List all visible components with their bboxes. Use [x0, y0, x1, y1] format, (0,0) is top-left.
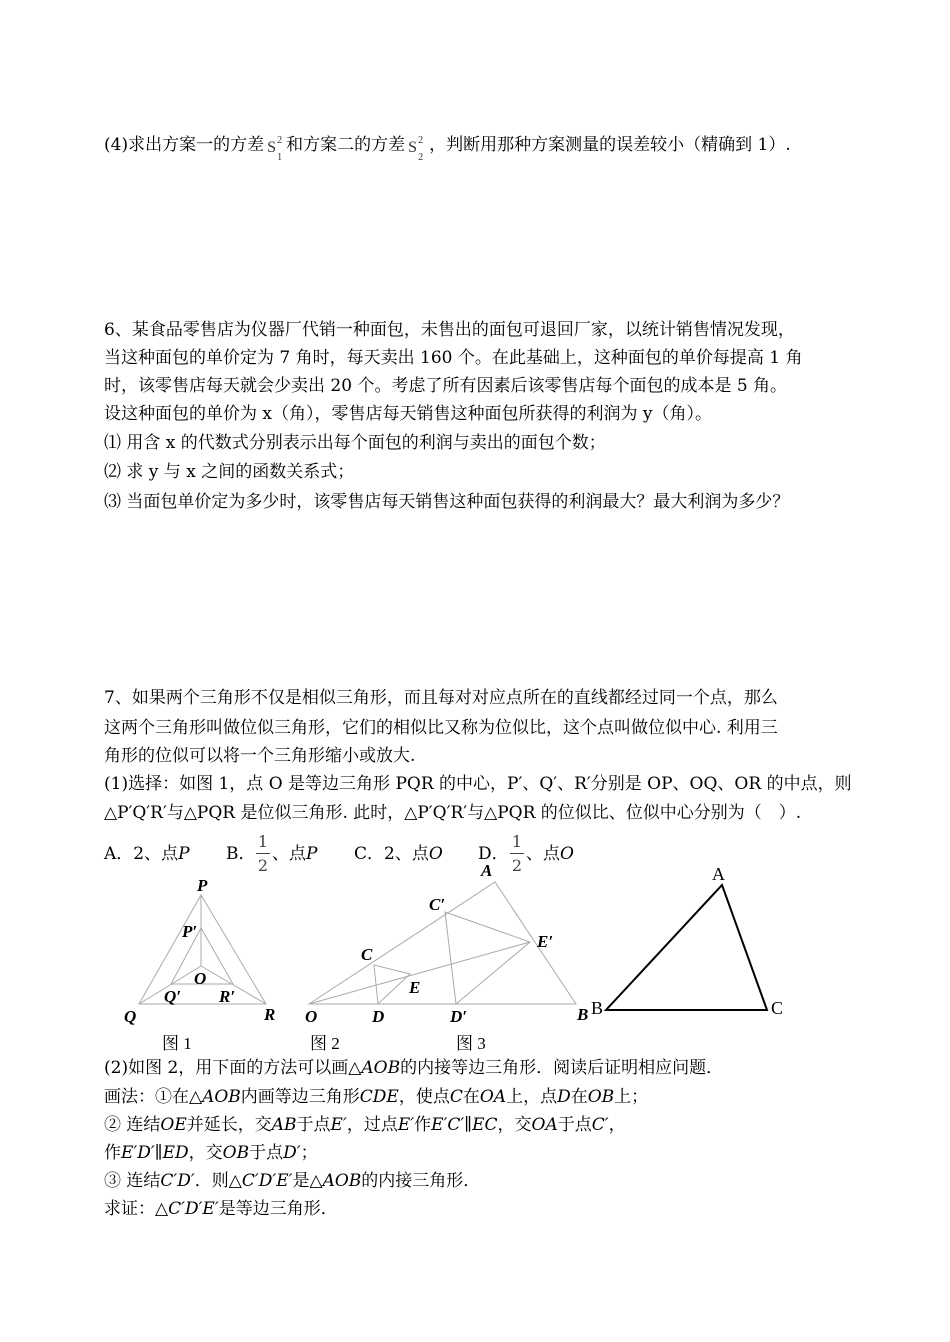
method-line-2: ② 连结OE并延长，交AB于点E′，过点E′作E′C′∥EC，交OA于点C′，: [104, 1115, 626, 1135]
fig1-label-R2: R′: [219, 987, 236, 1006]
fig1-label-R: R: [264, 1005, 276, 1024]
option-a: A．2、点P: [104, 844, 190, 864]
figure-2-caption: 图 2: [310, 1034, 340, 1053]
part2-intro: (2)如图 2，用下面的方法可以画△AOB的内接等边三角形．阅读后证明相应问题．: [104, 1058, 724, 1078]
fig2-label-D: D: [372, 1007, 385, 1026]
section4-text-b: 和方案二的方差: [286, 135, 406, 155]
fig2-label-O: O: [305, 1007, 318, 1026]
method-line-4: ③ 连结C′D′．则△C′D′E′是△AOB的内接三角形．: [104, 1171, 481, 1191]
option-d-tail: 、点O: [526, 844, 574, 864]
figure-1-caption: 图 1: [162, 1034, 192, 1053]
variance-s2: S 2 2: [408, 135, 424, 163]
fig1-label-Q2: Q′: [164, 987, 182, 1006]
option-b-fraction: 1 2: [257, 832, 269, 875]
option-d: D．: [478, 844, 509, 864]
method-line-3: 作E′D′∥ED，交OB于点D′；: [104, 1143, 318, 1163]
prove-line: 求证：△C′D′E′是等边三角形．: [104, 1199, 338, 1219]
fig1-label-Q: Q: [124, 1007, 137, 1026]
option-b: B．: [226, 844, 256, 864]
q6-line-6: ⑵ 求 y 与 x 之间的函数关系式；: [104, 462, 355, 482]
q6-line-3: 时，该零售店每天就会少卖出 20 个。考虑了所有因素后该零售店每个面包的成本是 5 角。: [104, 376, 788, 396]
section4-text-c: ，判断用那种方案测量的误差较小（精确到 1）.: [429, 135, 791, 155]
fig3-label-C: C: [771, 998, 784, 1018]
fig2-label-E2: E′: [537, 932, 554, 951]
q6-line-1: 6、某食品零售店为仪器厂代销一种面包，未售出的面包可退回厂家，以统计销售情况发现，: [104, 320, 795, 340]
q7-line-4: (1)选择：如图 1，点 O 是等边三角形 PQR 的中心，P′、Q′、R′分别是 OP、OQ、OR 的中点，则: [104, 774, 852, 794]
q6-line-7: ⑶ 当面包单价定为多少时，该零售店每天销售这种面包获得的利润最大？最大利润为多少？: [104, 492, 790, 512]
variance-s1: S 2 1: [267, 135, 283, 163]
fig1-label-P: P: [197, 876, 208, 895]
q6-line-5: ⑴ 用含 x 的代数式分别表示出每个面包的利润与卖出的面包个数；: [104, 433, 606, 453]
fig2-label-C2: C′: [429, 895, 446, 914]
fig2-label-A: A: [481, 861, 493, 880]
fig2-label-C: C: [361, 945, 373, 964]
section4-text-a: (4)求出方案一的方差: [104, 135, 265, 155]
q6-line-2: 当这种面包的单价定为 7 角时，每天卖出 160 个。在此基础上，这种面包的单价每提高 1 角: [104, 348, 803, 368]
figure-3-caption: 图 3: [456, 1034, 486, 1053]
fig3-label-B: B: [591, 998, 604, 1018]
option-b-tail: 、点P: [272, 844, 318, 864]
q7-line-3: 角形的位似可以将一个三角形缩小或放大.: [104, 746, 416, 766]
option-c: C．2、点O: [354, 844, 443, 864]
fig2-label-E: E: [409, 978, 421, 997]
q7-line-5: △P′Q′R′与△PQR 是位似三角形. 此时，△P′Q′R′与△PQR 的位似比、位似中心分别为（ ）.: [104, 803, 802, 823]
q7-line-2: 这两个三角形叫做位似三角形，它们的相似比又称为位似比，这个点叫做位似中心. 利用三: [104, 718, 778, 738]
method-line-1: 画法：①在△AOB内画等边三角形CDE，使点C在OA上，点D在OB上；: [104, 1087, 649, 1107]
q6-line-4: 设这种面包的单价为 x（角），零售店每天销售这种面包所获得的利润为 y（角）。: [104, 404, 712, 424]
figure-3: [606, 885, 767, 1010]
fig1-label-P2: P′: [182, 922, 198, 941]
fig3-label-A: A: [712, 864, 725, 884]
fig2-label-B: B: [577, 1005, 589, 1024]
option-d-fraction: 1 2: [511, 832, 523, 875]
fig1-label-O: O: [194, 969, 207, 988]
fig2-label-D2: D′: [450, 1007, 468, 1026]
q7-line-1: 7、如果两个三角形不仅是相似三角形，而且每对对应点所在的直线都经过同一个点，那么: [104, 688, 778, 708]
